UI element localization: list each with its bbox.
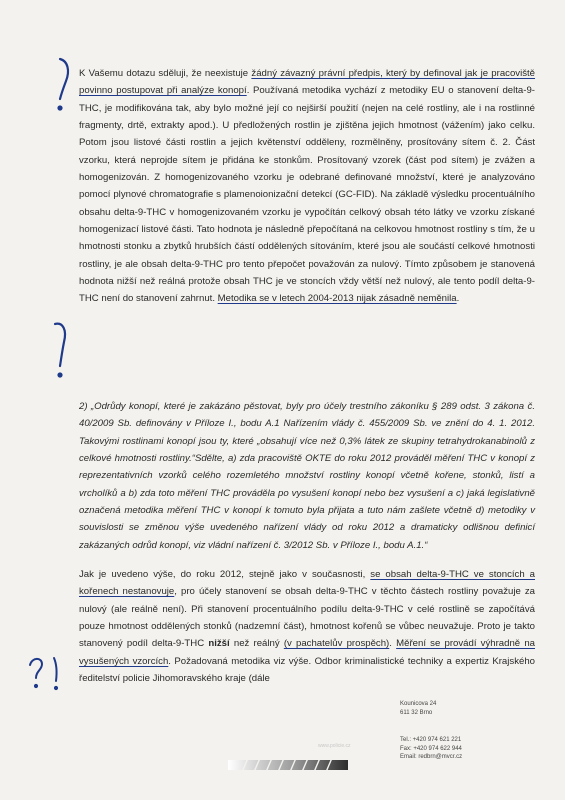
exclamation-mark-handwritten <box>47 320 75 382</box>
address-street: Kounicova 24 <box>400 701 437 707</box>
text-segment: . Používaná metodika vychází z metodiky EU o stanovení delta-9-THC, je modifikována tak, aby bylo možné její co nejširší použití (nejen na celé rostliny, ale i na rostlinné fragmenty, drtě, extrakty apod.). U předložených rostlin je zjištěna jejich hmotnost (vážením) jako celku. Potom jsou listové části rostlin a jejich květenství odděleny, rozmělněny, prosítovány sítem č. 2. Část vzorku, která neprojde sítem je přidána ke stonkům. Prosítovaný vzorek (část pod sítem) je zvážen a homogenizován. Z homogenizovaného vzorku je odebrané definované množství, které je analyzováno pomocí plynové chromatografie s plamenoionizační detekcí (GC-FID). Na základě výsledku procentuálního obsahu delta-9-THC v homogenizovaném vzorku je vypočítán celkový obsah této látky ve vzorku získané homogenizací listové části. Tato hodnota je následně přepočítaná na celkovou hmotnost rostliny s tím, že u hmotnosti stonku a zbytků hrubších částí oddělených sítováním, které jsou ale součástí celkové hmotnosti rostliny, je ale obsah delta-9-THC pro tento přepočet považován za nulový. Tímto způsobem je stanovená hodnota nižší než reálná protože obsah THC je ve stoncích vždy větší než nulový, ale tento podíl delta-9-THC není do stanovení zahrnut. <box>79 85 535 305</box>
address-city: 611 32 Brno <box>400 709 433 716</box>
watermark-text: www.policie.cz <box>318 743 351 749</box>
footer-stripe-logo <box>228 758 348 772</box>
paragraph-methodology <box>79 65 535 308</box>
contact-tel: Tel.: +420 974 621 221 <box>400 737 462 743</box>
address-block <box>400 700 436 717</box>
text-segment: , pro účely stanovení se obsah delta-9-THC v těchto částech rostliny považuje za nulový (ale reálně není). Při stanovení procentuálního podílu delta-9-THC v celé rostlině se započítává pouze hmotnost oddělených stonků (nadzemní část), hmotnost kořenů se vůbec neuvažuje. Proto je takto stanovený podíl delta-9-THC <box>79 586 536 650</box>
text-segment: . Požadovaná metodika viz výše. Odbor kriminalistické techniky a expertiz Krajského ředitelství policie Jihomoravského kraje (dále <box>79 655 535 685</box>
text-segment: K Vašemu dotazu sděluji, že neexistuje <box>79 68 252 79</box>
contact-block <box>400 736 462 762</box>
contact-fax: Fax: +420 974 622 944 <box>400 745 462 752</box>
question-exclamation-marks-handwritten <box>26 655 68 695</box>
exclamation-mark-handwritten <box>48 55 76 115</box>
underlined-text: Metodika se v letech 2004-2013 nijak zásadně neměnila <box>217 293 457 305</box>
bold-text: nižší <box>208 638 230 650</box>
paragraph-question: 2) „Odrůdy konopí, které je zakázáno pěstovat, byly pro účely trestního zákoníku § 289 odst. 3 zákona č. 40/2009 Sb. definovány v Příloze I., bodu A.1 Nařízením vlády č. 455/2009 Sb. ve znění do 4. 1. 2012. Takovými rostlinami konopí jsou ty, které „obsahují více než 0,3% látek ze skupiny tetrahydrokanabinolů z celkové hmotnosti rostliny.“Sdělte, a) zda pracoviště OKTE do roku 2012 prováděl měření THC v konopí z reprezentativních vzorků celého rozemletého množství rostliny konopí včetně kořene, stonků, listí a vrcholíků a b) zda toto měření THC prováděla po vysušení konopí nebo bez vysušení a c) jaká legislativně označená metodika měření THC v konopí k tomuto byla přijata a tuto nám zašlete včetně d) metodiky v souvislosti se změnou výše uvedeného nařízení vlády od roku 2012 a dramaticky odlišnou definicí zakázaných odrůd konopí, viz vládní nařízení č. 3/2012 Sb. v Příloze I., bodu A.1.“ <box>79 401 535 551</box>
underlined-text: Měření se provádí výhradně na vysušených vzorcích <box>79 638 535 667</box>
text-segment: . <box>389 638 397 650</box>
underlined-text: (v pachatelův prospěch) <box>283 638 390 650</box>
underlined-text: žádný závazný právní předpis, který by definoval jak je pracoviště povinno postupovat při analýze konopí <box>79 68 536 97</box>
text-segment: Jak je uvedeno výše, do roku 2012, stejně jako v současnosti, <box>79 569 371 580</box>
paragraph-answer <box>79 566 535 687</box>
contact-email: Email: redbrn@mvcr.cz <box>400 754 463 760</box>
underlined-text: se obsah delta-9-THC ve stoncích a kořenech nestanovuje <box>79 569 535 598</box>
text-segment: . <box>456 293 460 305</box>
text-segment: než reálný <box>229 638 284 650</box>
